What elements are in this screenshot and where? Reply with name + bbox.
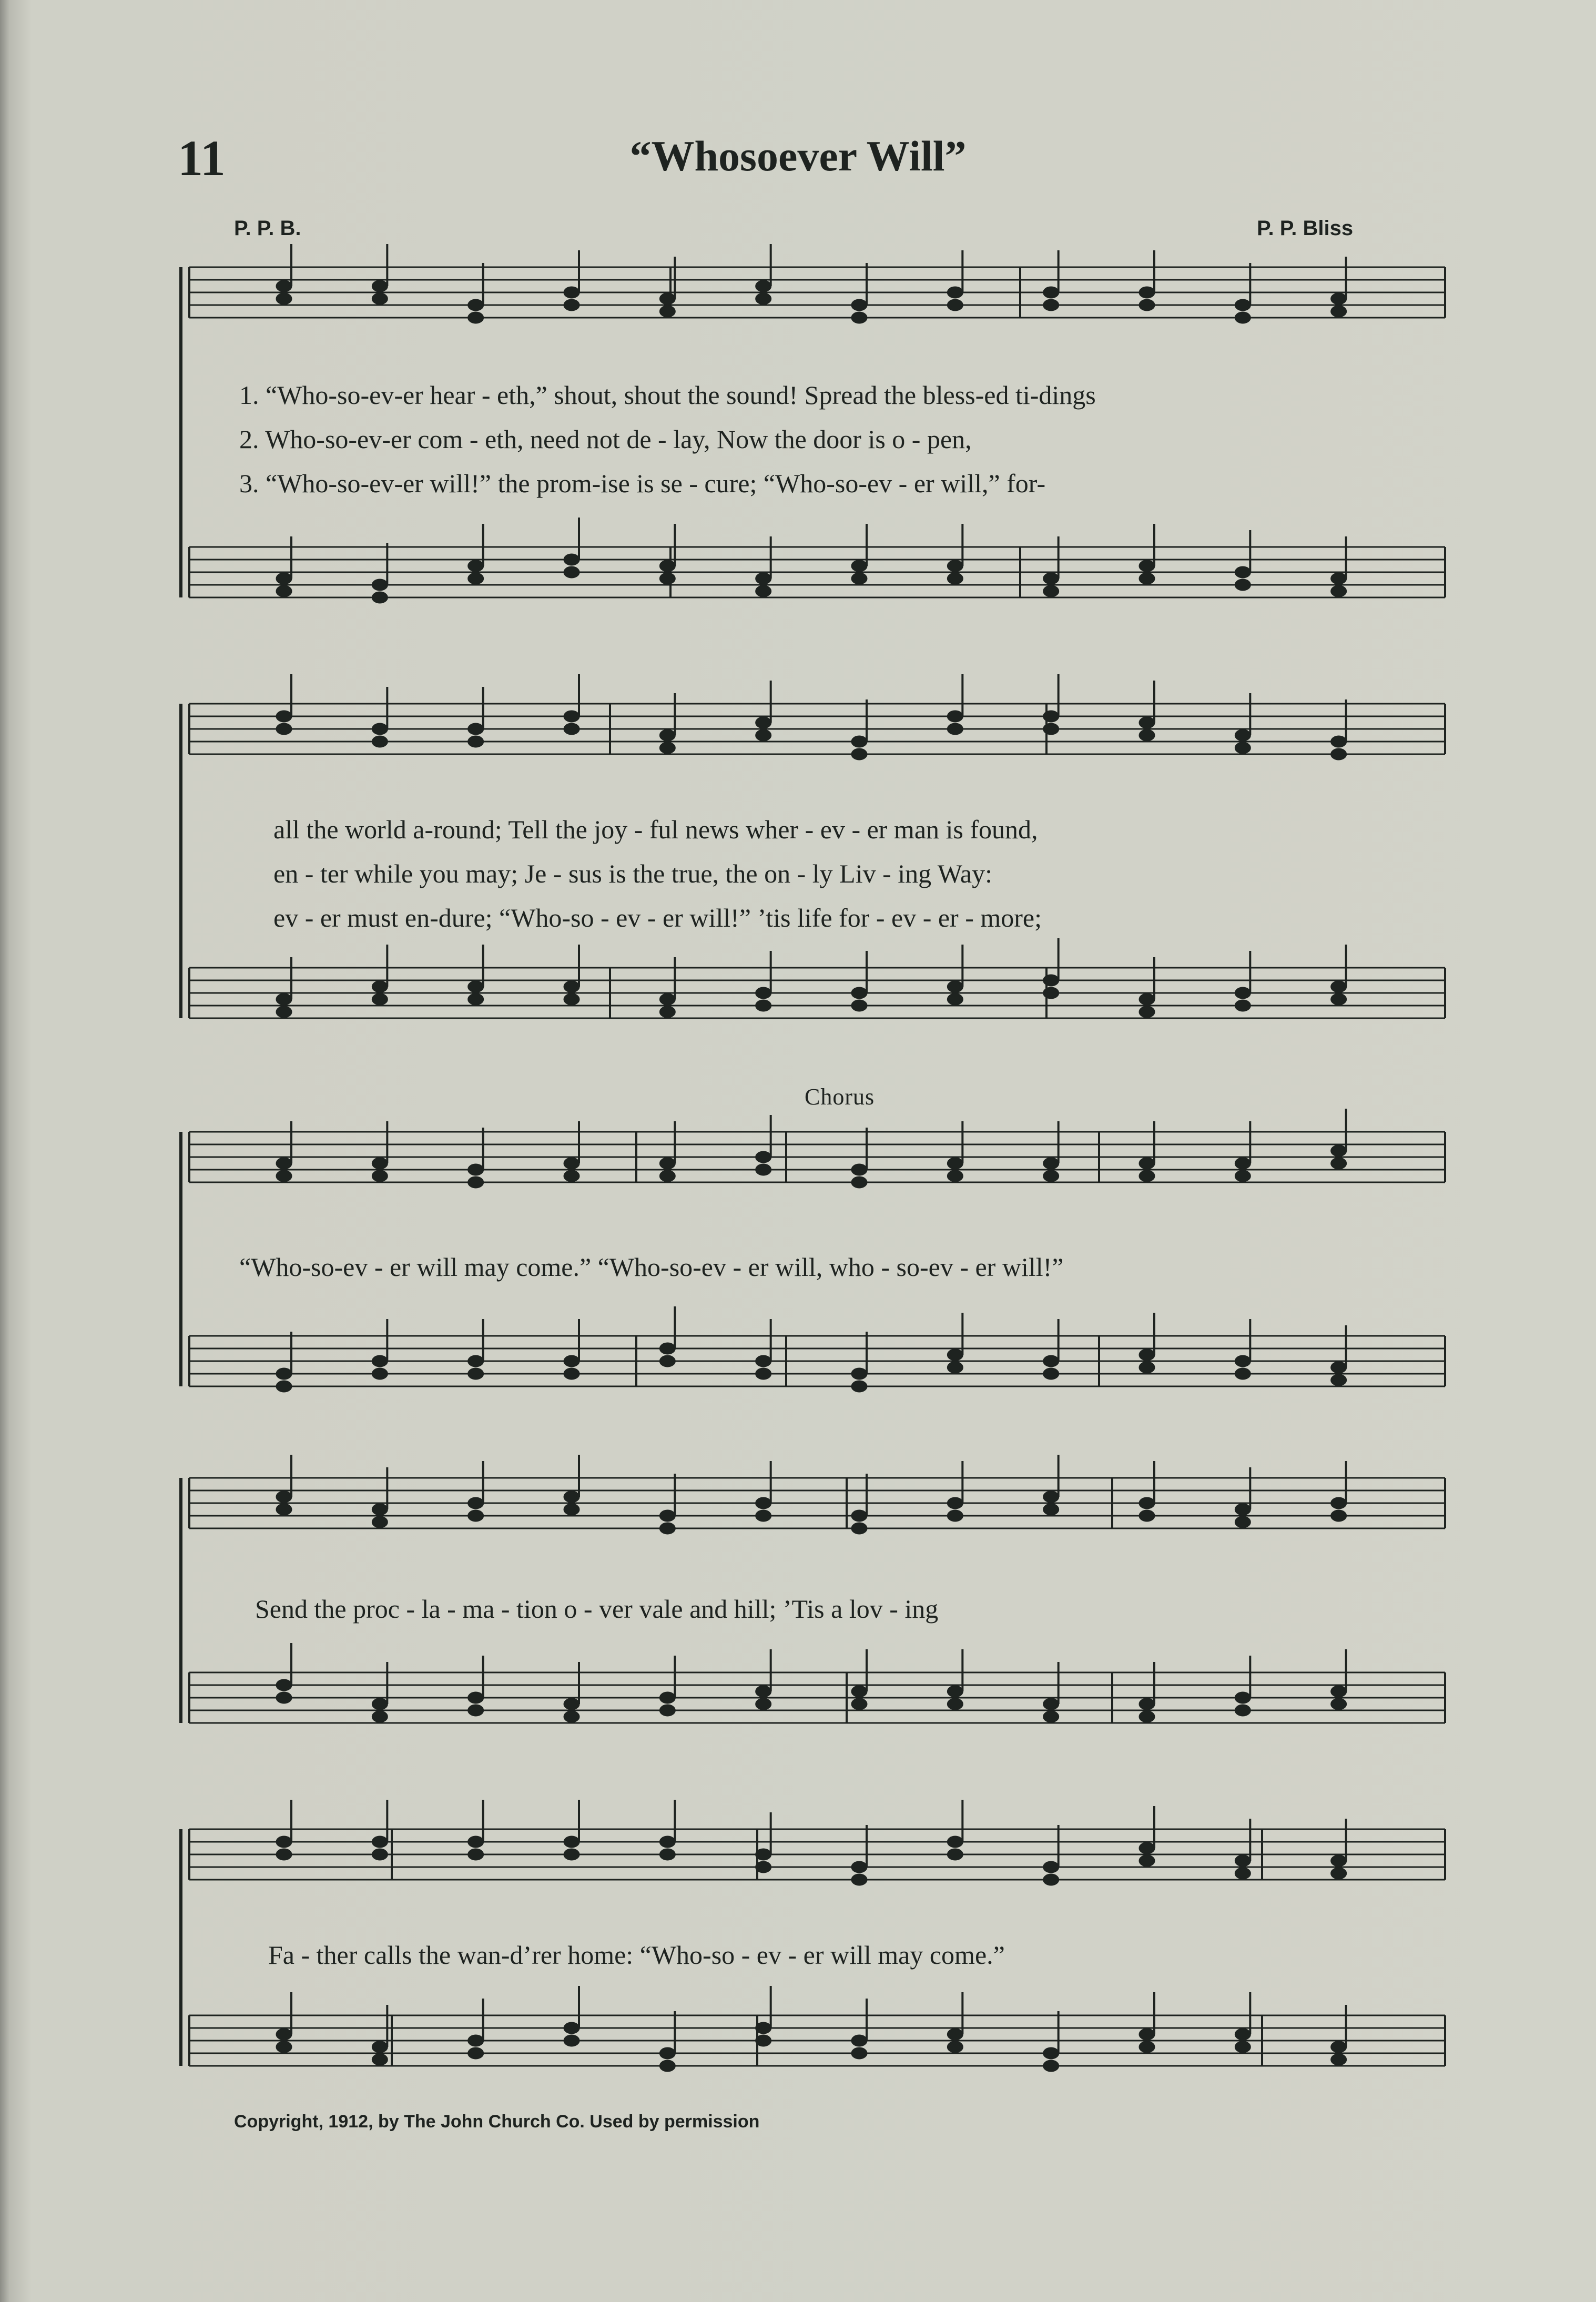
note-head bbox=[468, 1177, 484, 1188]
note-head bbox=[1331, 1497, 1347, 1509]
note-head bbox=[659, 1849, 675, 1860]
note-head bbox=[468, 2035, 484, 2046]
note-head bbox=[1235, 1504, 1251, 1515]
note-head bbox=[1331, 293, 1347, 305]
note-head bbox=[1043, 975, 1059, 986]
note-head bbox=[947, 1362, 963, 1373]
note-head bbox=[851, 573, 867, 584]
note-head bbox=[1235, 1692, 1251, 1703]
note-head bbox=[564, 554, 580, 565]
note-head bbox=[947, 711, 963, 722]
note-head bbox=[372, 579, 388, 591]
note-head bbox=[372, 1836, 388, 1848]
note-head bbox=[756, 573, 771, 584]
note-head bbox=[659, 1170, 675, 1182]
note-head bbox=[1139, 729, 1155, 741]
note-head bbox=[276, 1491, 292, 1503]
note-head bbox=[1043, 2047, 1059, 2059]
note-head bbox=[1043, 1504, 1059, 1515]
note-head bbox=[1043, 1355, 1059, 1367]
note-head bbox=[756, 293, 771, 305]
note-head bbox=[1331, 2041, 1347, 2053]
note-head bbox=[1139, 1698, 1155, 1710]
note-head bbox=[1139, 1497, 1155, 1509]
note-head bbox=[372, 293, 388, 305]
note-head bbox=[1043, 711, 1059, 722]
note-head bbox=[564, 2035, 580, 2046]
note-head bbox=[468, 1355, 484, 1367]
note-head bbox=[851, 560, 867, 572]
note-head bbox=[372, 981, 388, 992]
note-head bbox=[1331, 573, 1347, 584]
note-head bbox=[1331, 585, 1347, 597]
note-head bbox=[276, 1170, 292, 1182]
note-head bbox=[947, 2029, 963, 2040]
note-head bbox=[1043, 1711, 1059, 1722]
lyric-line: ev - er must en-dure; “Who-so - ev - er will!” ’tis life for - ev - er - more; bbox=[273, 903, 1042, 932]
note-head bbox=[1139, 993, 1155, 1005]
note-head bbox=[756, 1861, 771, 1873]
note-head bbox=[851, 1368, 867, 1380]
note-head bbox=[851, 736, 867, 747]
note-head bbox=[372, 1368, 388, 1380]
note-head bbox=[1331, 1698, 1347, 1710]
note-head bbox=[947, 2041, 963, 2053]
note-head bbox=[564, 993, 580, 1005]
note-head bbox=[947, 1698, 963, 1710]
note-head bbox=[372, 736, 388, 747]
note-head bbox=[1043, 1874, 1059, 1885]
note-head bbox=[468, 723, 484, 735]
note-head bbox=[659, 2060, 675, 2072]
note-head bbox=[1235, 729, 1251, 741]
note-head bbox=[1139, 1170, 1155, 1182]
lyric-line: 1. “Who-so-ev-er hear - eth,” shout, shout the sound! Spread the bless-ed ti-dings bbox=[239, 380, 1096, 410]
note-head bbox=[1043, 585, 1059, 597]
note-head bbox=[1043, 1491, 1059, 1503]
note-head bbox=[756, 1497, 771, 1509]
note-head bbox=[468, 1497, 484, 1509]
note-head bbox=[276, 1679, 292, 1691]
note-head bbox=[756, 1698, 771, 1710]
note-head bbox=[1235, 1170, 1251, 1182]
note-head bbox=[947, 981, 963, 992]
note-head bbox=[564, 711, 580, 722]
note-head bbox=[468, 1164, 484, 1175]
chorus-label: Chorus bbox=[805, 1084, 875, 1110]
hymn-title: “Whosoever Will” bbox=[629, 132, 967, 180]
note-head bbox=[1043, 299, 1059, 311]
note-head bbox=[947, 287, 963, 298]
note-head bbox=[276, 2029, 292, 2040]
note-head bbox=[1139, 573, 1155, 584]
note-head bbox=[1043, 987, 1059, 999]
note-head bbox=[276, 723, 292, 735]
note-head bbox=[276, 1849, 292, 1860]
note-head bbox=[372, 993, 388, 1005]
note-head bbox=[947, 1836, 963, 1848]
note-head bbox=[1235, 566, 1251, 578]
note-head bbox=[659, 1836, 675, 1848]
note-head bbox=[659, 1510, 675, 1522]
note-head bbox=[851, 748, 867, 760]
note-head bbox=[756, 280, 771, 292]
note-head bbox=[947, 573, 963, 584]
note-head bbox=[276, 1692, 292, 1703]
note-head bbox=[756, 729, 771, 741]
note-head bbox=[1139, 2029, 1155, 2040]
note-head bbox=[1043, 1158, 1059, 1169]
note-head bbox=[564, 566, 580, 578]
note-head bbox=[1139, 560, 1155, 572]
note-head bbox=[1235, 2029, 1251, 2040]
lyric-line: en - ter while you may; Je - sus is the true, the on - ly Liv - ing Way: bbox=[273, 859, 992, 888]
note-head bbox=[659, 1343, 675, 1354]
note-head bbox=[1331, 1686, 1347, 1697]
note-head bbox=[756, 717, 771, 728]
note-head bbox=[468, 993, 484, 1005]
note-head bbox=[756, 1510, 771, 1522]
note-head bbox=[659, 742, 675, 754]
note-head bbox=[372, 1170, 388, 1182]
note-head bbox=[1139, 1158, 1155, 1169]
music-credit: P. P. Bliss bbox=[1257, 217, 1354, 240]
note-head bbox=[1139, 1006, 1155, 1018]
note-head bbox=[1235, 987, 1251, 999]
note-head bbox=[564, 1158, 580, 1169]
note-head bbox=[1331, 2054, 1347, 2065]
note-head bbox=[756, 1000, 771, 1011]
note-head bbox=[659, 1705, 675, 1716]
note-head bbox=[276, 573, 292, 584]
note-head bbox=[659, 1355, 675, 1367]
note-head bbox=[1331, 1374, 1347, 1386]
note-head bbox=[1331, 1855, 1347, 1867]
note-head bbox=[756, 987, 771, 999]
note-head bbox=[1139, 287, 1155, 298]
note-head bbox=[659, 1523, 675, 1534]
note-head bbox=[659, 729, 675, 741]
note-head bbox=[1235, 1855, 1251, 1867]
note-head bbox=[851, 2035, 867, 2046]
note-head bbox=[1235, 742, 1251, 754]
note-head bbox=[564, 1170, 580, 1182]
note-head bbox=[372, 2041, 388, 2053]
note-head bbox=[851, 1698, 867, 1710]
note-head bbox=[947, 1497, 963, 1509]
note-head bbox=[1235, 1000, 1251, 1011]
note-head bbox=[468, 1705, 484, 1716]
note-head bbox=[1331, 1362, 1347, 1373]
note-head bbox=[468, 312, 484, 323]
note-head bbox=[564, 299, 580, 311]
note-head bbox=[1331, 981, 1347, 992]
note-head bbox=[564, 981, 580, 992]
lyric-line: 2. Who-so-ev-er com - eth, need not de - lay, Now the door is o - pen, bbox=[239, 424, 972, 454]
note-head bbox=[276, 1381, 292, 1392]
note-head bbox=[276, 1836, 292, 1848]
note-head bbox=[659, 2047, 675, 2059]
note-head bbox=[564, 723, 580, 735]
hymn-number: 11 bbox=[178, 130, 226, 186]
note-head bbox=[1235, 312, 1251, 323]
note-head bbox=[564, 1849, 580, 1860]
note-head bbox=[372, 1849, 388, 1860]
lyric-line: 3. “Who-so-ev-er will!” the prom-ise is se - cure; “Who-so-ev - er will,” for- bbox=[239, 469, 1046, 498]
note-head bbox=[372, 1355, 388, 1367]
note-head bbox=[372, 592, 388, 603]
note-head bbox=[468, 981, 484, 992]
note-head bbox=[1235, 1368, 1251, 1380]
note-head bbox=[372, 723, 388, 735]
note-head bbox=[1043, 287, 1059, 298]
note-head bbox=[276, 1158, 292, 1169]
words-credit: P. P. B. bbox=[234, 217, 301, 240]
note-head bbox=[851, 1000, 867, 1011]
note-head bbox=[659, 1692, 675, 1703]
note-head bbox=[564, 1504, 580, 1515]
note-head bbox=[947, 723, 963, 735]
note-head bbox=[947, 299, 963, 311]
lyric-line: “Who-so-ev - er will may come.” “Who-so-ev - er will, who - so-ev - er will!” bbox=[239, 1252, 1064, 1282]
note-head bbox=[659, 306, 675, 317]
note-head bbox=[756, 2022, 771, 2034]
note-head bbox=[372, 1516, 388, 1528]
note-head bbox=[468, 736, 484, 747]
note-head bbox=[947, 993, 963, 1005]
note-head bbox=[851, 2047, 867, 2059]
note-head bbox=[468, 573, 484, 584]
note-head bbox=[1235, 2041, 1251, 2053]
note-head bbox=[947, 1158, 963, 1169]
note-head bbox=[1139, 2041, 1155, 2053]
note-head bbox=[1235, 579, 1251, 591]
note-head bbox=[372, 1698, 388, 1710]
note-head bbox=[659, 993, 675, 1005]
note-head bbox=[851, 1177, 867, 1188]
note-head bbox=[372, 2054, 388, 2065]
note-head bbox=[564, 1368, 580, 1380]
note-head bbox=[1043, 2060, 1059, 2072]
note-head bbox=[276, 993, 292, 1005]
note-head bbox=[276, 1006, 292, 1018]
note-head bbox=[947, 560, 963, 572]
note-head bbox=[1235, 1516, 1251, 1528]
note-head bbox=[659, 1158, 675, 1169]
note-head bbox=[372, 280, 388, 292]
note-head bbox=[1331, 306, 1347, 317]
note-head bbox=[851, 312, 867, 323]
note-head bbox=[756, 1849, 771, 1860]
note-head bbox=[276, 711, 292, 722]
note-head bbox=[1139, 1510, 1155, 1522]
note-head bbox=[468, 1692, 484, 1703]
note-head bbox=[851, 1874, 867, 1885]
note-head bbox=[756, 1686, 771, 1697]
lyric-line: Fa - ther calls the wan-d’rer home: “Who-so - ev - er will may come.” bbox=[268, 1940, 1005, 1970]
note-head bbox=[947, 1349, 963, 1361]
lyric-line: all the world a-round; Tell the joy - ful news wher - ev - er man is found, bbox=[273, 815, 1038, 844]
note-head bbox=[276, 1504, 292, 1515]
note-head bbox=[564, 287, 580, 298]
note-head bbox=[947, 1510, 963, 1522]
note-head bbox=[1139, 1855, 1155, 1867]
note-head bbox=[1235, 1705, 1251, 1716]
note-head bbox=[851, 299, 867, 311]
note-head bbox=[756, 2035, 771, 2046]
note-head bbox=[564, 1711, 580, 1722]
note-head bbox=[659, 573, 675, 584]
note-head bbox=[1331, 1145, 1347, 1157]
note-head bbox=[276, 1368, 292, 1380]
note-head bbox=[1043, 1698, 1059, 1710]
note-head bbox=[756, 1151, 771, 1163]
note-head bbox=[276, 585, 292, 597]
note-head bbox=[756, 585, 771, 597]
note-head bbox=[564, 2022, 580, 2034]
lyric-line: Send the proc - la - ma - tion o - ver vale and hill; ’Tis a lov - ing bbox=[255, 1594, 939, 1624]
note-head bbox=[1331, 736, 1347, 747]
note-head bbox=[564, 1355, 580, 1367]
note-head bbox=[756, 1355, 771, 1367]
note-head bbox=[1043, 1861, 1059, 1873]
note-head bbox=[1235, 1868, 1251, 1879]
note-head bbox=[468, 2047, 484, 2059]
note-head bbox=[1331, 748, 1347, 760]
note-head bbox=[468, 560, 484, 572]
note-head bbox=[1043, 723, 1059, 735]
note-head bbox=[659, 293, 675, 305]
note-head bbox=[1139, 1349, 1155, 1361]
note-head bbox=[276, 293, 292, 305]
note-head bbox=[468, 299, 484, 311]
note-head bbox=[851, 1861, 867, 1873]
note-head bbox=[756, 1164, 771, 1175]
note-head bbox=[276, 2041, 292, 2053]
note-head bbox=[1139, 299, 1155, 311]
note-head bbox=[1331, 1510, 1347, 1522]
note-head bbox=[659, 560, 675, 572]
note-head bbox=[851, 1164, 867, 1175]
note-head bbox=[851, 1510, 867, 1522]
note-head bbox=[468, 1510, 484, 1522]
note-head bbox=[1043, 1170, 1059, 1182]
note-head bbox=[1043, 573, 1059, 584]
note-head bbox=[1139, 1842, 1155, 1854]
note-head bbox=[947, 1170, 963, 1182]
note-head bbox=[947, 1849, 963, 1860]
note-head bbox=[756, 1368, 771, 1380]
note-head bbox=[468, 1849, 484, 1860]
note-head bbox=[947, 1686, 963, 1697]
note-head bbox=[468, 1368, 484, 1380]
note-head bbox=[851, 1686, 867, 1697]
note-head bbox=[1043, 1368, 1059, 1380]
note-head bbox=[372, 1504, 388, 1515]
note-head bbox=[1235, 299, 1251, 311]
note-head bbox=[564, 1491, 580, 1503]
note-head bbox=[564, 1836, 580, 1848]
note-head bbox=[1139, 1711, 1155, 1722]
note-head bbox=[1139, 1362, 1155, 1373]
copyright-notice: Copyright, 1912, by The John Church Co. Used by permission bbox=[234, 2112, 760, 2132]
note-head bbox=[372, 1158, 388, 1169]
note-head bbox=[468, 1836, 484, 1848]
note-head bbox=[1331, 1868, 1347, 1879]
note-head bbox=[1331, 1158, 1347, 1169]
note-head bbox=[1331, 993, 1347, 1005]
note-head bbox=[851, 987, 867, 999]
note-head bbox=[1235, 1158, 1251, 1169]
note-head bbox=[851, 1381, 867, 1392]
note-head bbox=[372, 1711, 388, 1722]
note-head bbox=[276, 280, 292, 292]
note-head bbox=[659, 1006, 675, 1018]
note-head bbox=[1139, 717, 1155, 728]
note-head bbox=[564, 1698, 580, 1710]
note-head bbox=[1235, 1355, 1251, 1367]
note-head bbox=[851, 1523, 867, 1534]
